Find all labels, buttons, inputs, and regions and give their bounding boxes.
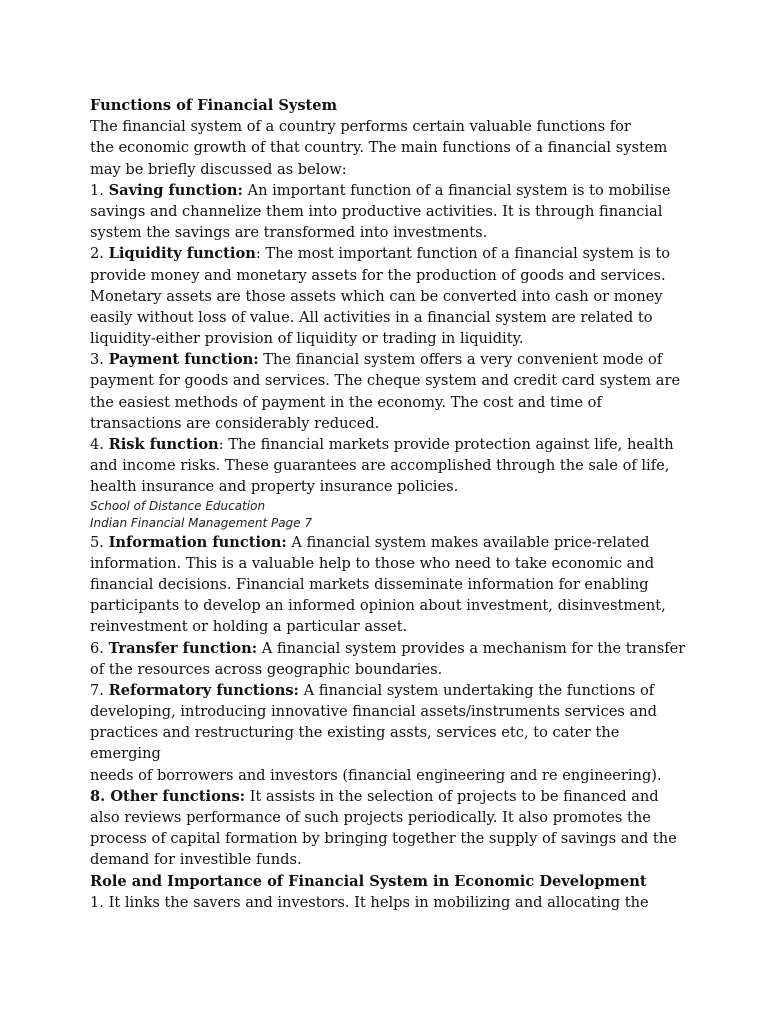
text-line: The financial system of a country performs certain valuable functions for (90, 118, 631, 136)
text-line: financial decisions. Financial markets disseminate information for enabling (90, 575, 649, 593)
function-item-information (90, 532, 690, 638)
item-text: : The financial markets provide protection against life, health (218, 436, 674, 453)
text-line: also reviews performance of such projects periodically. It also promotes the (90, 809, 651, 826)
function-item-payment (90, 349, 690, 434)
function-item-transfer (90, 638, 690, 680)
item-number: 7. (90, 681, 109, 699)
intro-paragraph (90, 116, 690, 180)
section-heading-role: Role and Importance of Financial System in Economic Development (90, 872, 647, 890)
item-text: A financial system makes available price-related (286, 533, 650, 551)
footer-institution: School of Distance Education (90, 498, 266, 513)
text-line: information. This is a valuable help to those who need to take economic and (90, 554, 655, 572)
item-number: 6. (90, 639, 109, 657)
text-line: the easiest methods of payment in the economy. The cost and time of (90, 393, 602, 411)
text-line: reinvestment or holding a particular asset. (90, 618, 408, 636)
item-number: 1. (90, 181, 109, 199)
function-item-reformatory (90, 680, 690, 786)
item-label: 8. Other functions: (90, 787, 246, 805)
text-line: of the resources across geographic boundaries. (90, 660, 443, 678)
text-line: process of capital formation by bringing together the supply of savings and the (90, 830, 677, 848)
text-line: practices and restructuring the existing assts, services etc, to cater the (90, 724, 620, 742)
text-line: savings and channelize them into productive activities. It is through financial (90, 202, 663, 220)
text-line: the economic growth of that country. The main functions of a financial system (90, 139, 668, 157)
item-label: Risk function (108, 436, 219, 453)
item-label: Reformatory functions: (108, 681, 299, 699)
function-item-other (90, 786, 690, 871)
text-line: participants to develop an informed opinion about investment, disinvestment, (90, 597, 666, 615)
text-line: provide money and monetary assets for the production of goods and services. (90, 266, 666, 284)
text-line: system the savings are transformed into investments. (90, 224, 488, 242)
text-line: developing, introducing innovative financial assets/instruments services and (90, 703, 657, 721)
text-line: needs of borrowers and investors (financial engineering and re engineering). (90, 766, 662, 784)
text-line: easily without loss of value. All activities in a financial system are related to (90, 308, 653, 326)
role-item-1: 1. It links the savers and investors. It helps in mobilizing and allocating the (90, 893, 649, 911)
item-text: : The most important function of a financial system is to (255, 245, 671, 263)
document-page (90, 95, 690, 913)
text-line: and income risks. These guarantees are accomplished through the sale of life, (90, 457, 670, 475)
item-label: Information function: (108, 533, 287, 551)
item-label: Liquidity function (108, 245, 256, 263)
section-heading-functions: Functions of Financial System (90, 97, 338, 114)
page-footer (90, 498, 690, 532)
text-line: Monetary assets are those assets which can be converted into cash or money (90, 287, 663, 305)
function-item-saving (90, 180, 690, 244)
text-line: payment for goods and services. The cheque system and credit card system are (90, 372, 681, 390)
item-label: Saving function: (108, 181, 243, 199)
item-text: An important function of a financial system is to mobilise (242, 181, 671, 199)
text-line: transactions are considerably reduced. (90, 414, 380, 432)
item-label: Transfer function: (108, 639, 258, 657)
item-number: 4. (90, 436, 109, 453)
item-text: A financial system provides a mechanism for the transfer (257, 639, 686, 657)
text-line: emerging (90, 745, 161, 763)
text-line: health insurance and property insurance policies. (90, 478, 459, 496)
footer-page-label: Indian Financial Management Page 7 (90, 515, 313, 530)
item-number: 5. (90, 533, 109, 551)
text-line: liquidity-either provision of liquidity or trading in liquidity. (90, 330, 524, 348)
item-label: Payment function: (108, 351, 259, 369)
item-text: It assists in the selection of projects to be financed and (245, 787, 659, 805)
item-number: 2. (90, 245, 109, 263)
item-number: 3. (90, 351, 109, 369)
item-text: The financial system offers a very convenient mode of (258, 351, 663, 369)
text-line: may be briefly discussed as below: (90, 160, 347, 178)
function-item-risk (90, 434, 690, 498)
text-line: demand for investible funds. (90, 851, 302, 869)
function-item-liquidity (90, 243, 690, 349)
item-text: A financial system undertaking the functions of (298, 681, 655, 699)
